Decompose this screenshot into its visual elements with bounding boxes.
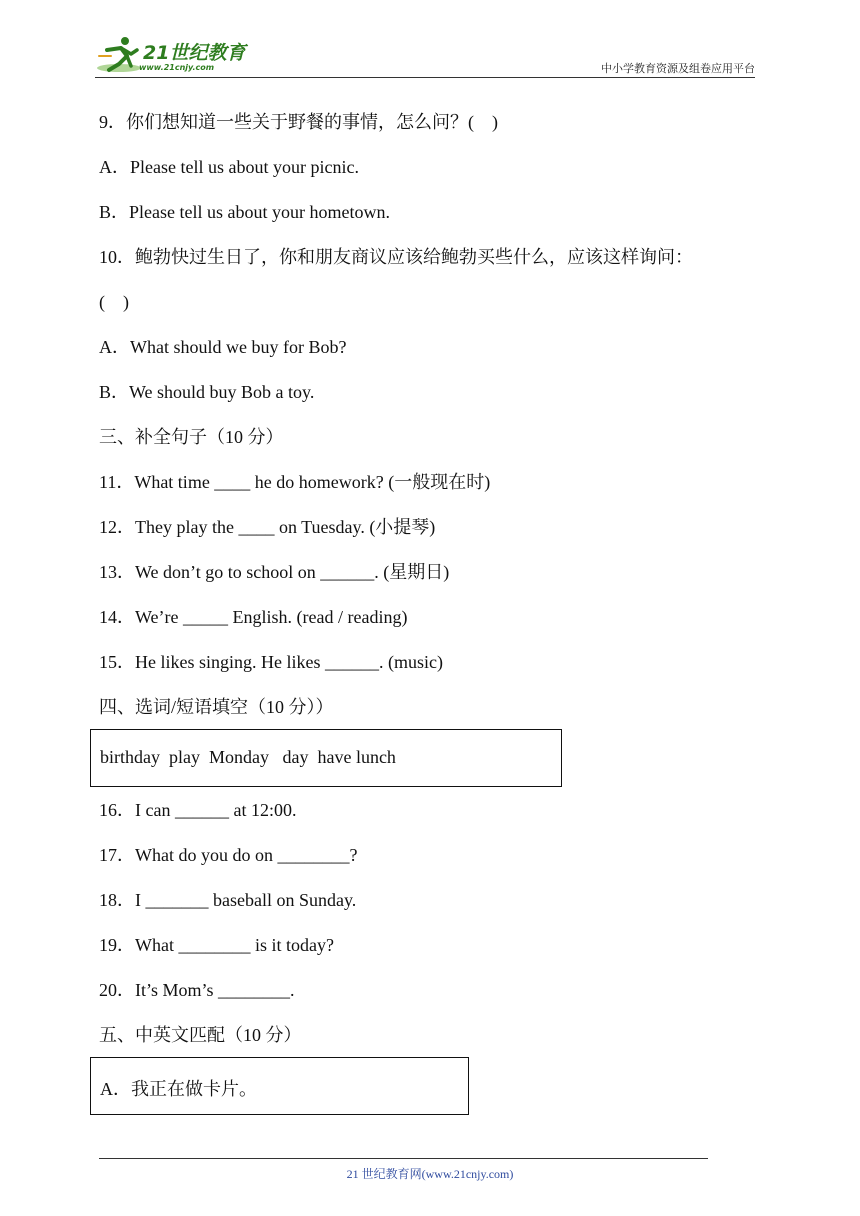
question-16: 16．I can ______ at 12:00. [99,800,297,820]
question-9-option-b: B．Please tell us about your hometown. [99,202,390,222]
header-divider [95,77,755,78]
runner-logo-icon [95,34,143,76]
footer-divider [99,1158,708,1159]
question-10: 10．鲍勃快过生日了，你和朋友商议应该给鲍勃买些什么，应该这样询问： [99,247,693,267]
match-box [90,1057,469,1115]
question-9: 9．你们想知道一些关于野餐的事情，怎么问？( ) [99,112,498,132]
question-10-option-b: B．We should buy Bob a toy. [99,382,315,402]
section-3-title: 三、补全句子（10 分） [99,427,284,447]
question-11: 11．What time ____ he do homework? (一般现在时) [99,472,491,492]
word-bank-text: birthday play Monday day have lunch [100,747,396,767]
question-14: 14．We’re _____ English. (read / reading) [99,607,408,627]
section-4-title: 四、选词/短语填空（10 分）） [99,697,334,717]
logo-text: 21世纪教育 [143,42,246,64]
question-15: 15．He likes singing. He likes ______. (music) [99,652,443,672]
question-17: 17．What do you do on ________? [99,845,358,865]
question-12: 12．They play the ____ on Tuesday. (小提琴) [99,517,436,537]
platform-name: 中小学教育资源及组卷应用平台 [601,62,755,75]
section-5-title: 五、中英文匹配（10 分） [99,1025,302,1045]
question-13: 13．We don’t go to school on ______. (星期日) [99,562,450,582]
question-10-option-a: A．What should we buy for Bob? [99,337,347,357]
question-18: 18．I _______ baseball on Sunday. [99,890,357,910]
question-9-option-a: A．Please tell us about your picnic. [99,157,359,177]
question-19: 19．What ________ is it today? [99,935,334,955]
question-10-bracket: ( ) [99,292,129,312]
site-logo [95,34,270,76]
page-header [95,32,755,78]
question-20: 20．It’s Mom’s ________. [99,980,295,1000]
page-footer: 21 世纪教育网(www.21cnjy.com) [346,1167,514,1181]
logo-url: www.21cnjy.com [139,63,215,72]
word-bank-box [90,729,562,787]
match-box-text: A．我正在做卡片。 [100,1079,257,1099]
